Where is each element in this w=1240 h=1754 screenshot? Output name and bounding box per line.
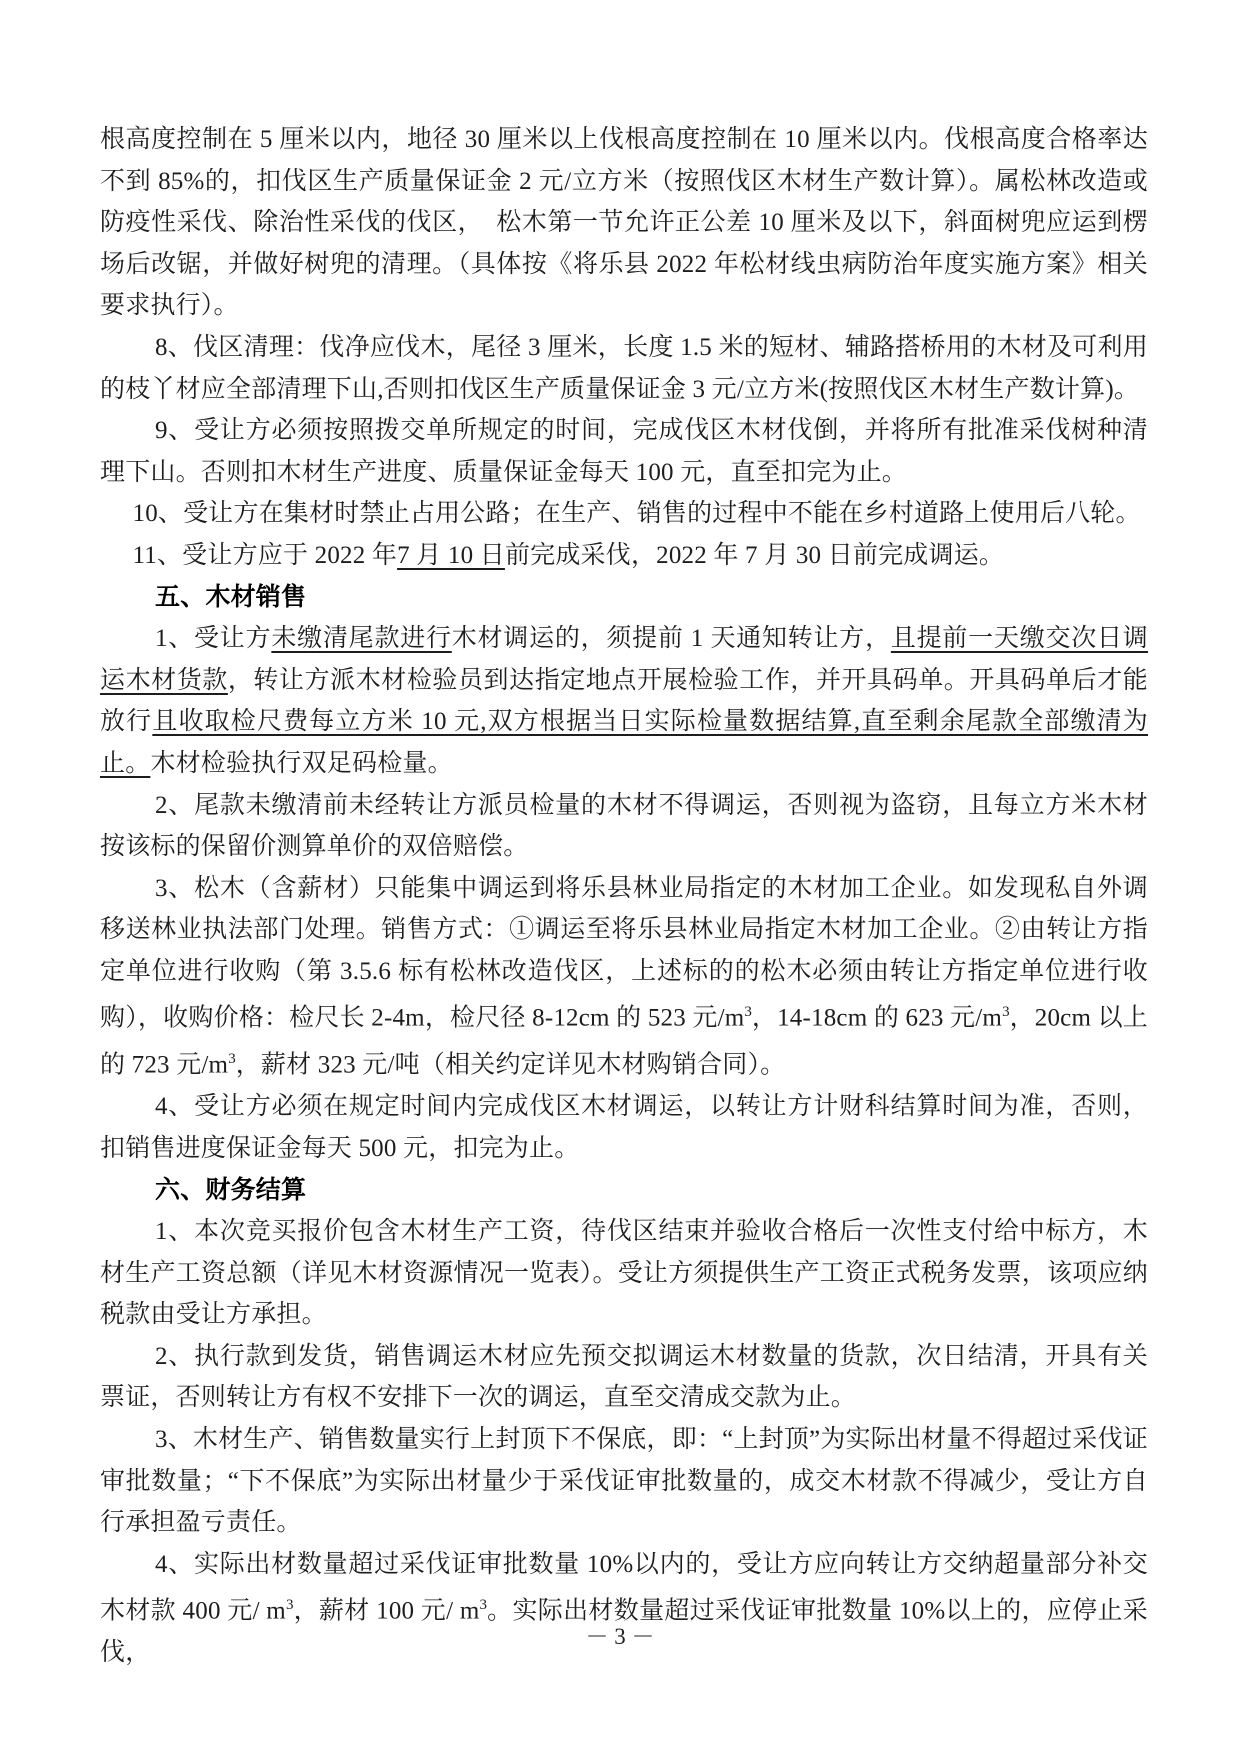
text-run: 五、木材销售 [155,582,307,611]
underlined-text-run: 且收取检尺费每立方米 10 元,双方根据当日实际检量数据结算,直至剩余尾款全部缴清为止。 [100,708,1148,777]
underlined-text-run: 7 月 10 日 [397,541,505,569]
text-run: ，20cm 以上的 723 元/m [100,1004,1148,1079]
superscript-run: 3 [285,1597,294,1614]
item-6-1-production-wages [100,1211,1148,1336]
underlined-text-run: 未缴清尾款进行 [271,625,452,653]
text-run: 10、受让方在集材时禁止占用公路；在生产、销售的过程中不能在乡村道路上使用后八轮。 [132,500,1141,528]
text-run: 。实际出材数量超过采伐证审批数量 10%以上的，应停止采伐， [100,1597,1148,1667]
text-run: 2、执行款到发货，销售调运木材应先预交拟调运木材数量的货款，次日结清，开具有关票证，否则转让方有权不安排下一次的调运，直至交清成交款为止。 [100,1342,1148,1412]
item-9-felling-schedule [100,410,1148,493]
text-run: ，薪材 100 元/ m [293,1597,480,1625]
text-run: 9、受让方必须按照拨交单所规定的时间，完成伐区木材伐倒，并将所有批准采伐树种清理下山。否则扣木材生产进度、质量保证金每天 100 元，直至扣完为止。 [100,417,1148,486]
text-run: 3、木材生产、销售数量实行上封顶下不保底，即：“上封顶”为实际出材量不得超过采伐证审批数量；“下不保底”为实际出材量少于采伐证审批数量的，成交木材款不得减少，受让方自行承担盈亏责任。 [100,1426,1148,1537]
text-run: ，转让方派木材检验员到达指定地点开展检验工作，并开具码单。开具码单后才能放行 [100,666,1148,736]
text-run: 3、松木（含薪材）只能集中调运到将乐县林业局指定的木材加工企业。如发现私自外调移送林业执法部门处理。销售方式：①调运至将乐县林业局指定木材加工企业。②由转让方指定单位进行收购（第 3.5.6 标有松林改造伐区，上述标的的松木必须由转让方指定单位进行收购），收购价格：检尺长 2-4m，检尺径 8-12cm 的 523 元/m [100,874,1148,1032]
text-run: 8、伐区清理：伐净应伐木，尾径 3 厘米，长度 1.5 米的短材、辅路搭桥用的木材及可利用的枝丫材应全部清理下山,否则扣伐区生产质量保证金 3 元/立方米(按照伐区木材生产数计算)。 [100,333,1148,403]
item-11-deadlines [100,535,1148,577]
superscript-run: 3 [479,1597,487,1614]
item-10-road-use [100,493,1148,535]
text-run: 11、受让方应于 2022 年 [132,541,398,569]
document-body [100,119,1148,1674]
text-run: ，薪材 323 元/吨（相关约定详见木材购销合同）。 [235,1051,786,1079]
item-5-4-transport-deadline [100,1086,1148,1169]
text-run: 4、受让方必须在规定时间内完成伐区木材调运，以转让方计财科结算时间为准，否则，扣销售进度保证金每天 500 元，扣完为止。 [100,1093,1148,1162]
superscript-run: 3 [1002,1004,1010,1021]
superscript-run: 3 [228,1051,236,1068]
text-run: 木材调运的，须提前 1 天通知转让方， [451,625,891,653]
underlined-text-run: 且提前一天缴交次日调运木材货款 [100,625,1148,694]
heading-section-6-financial-settlement [100,1170,1148,1212]
heading-section-5-timber-sales [100,577,1148,619]
item-5-1-payment-before-transport [100,618,1148,784]
text-run: 4、实际出材数量超过采伐证审批数量 10%以内的，受让方应向转让方交纳超量部分补交木材款 400 元/ m [100,1550,1148,1625]
page-number: － 3 － [585,1624,655,1649]
text-run: ，14-18cm 的 623 元/m [751,1004,1003,1032]
item-5-3-pine-sales [100,868,1148,1087]
item-8-site-clearing [100,327,1148,410]
para-stump-height-continued [100,119,1148,327]
text-run: 木材检验执行双足码检量。 [150,749,453,777]
item-5-2-unpaid-timber [100,785,1148,868]
item-6-2-payment-before-delivery [100,1336,1148,1419]
text-run: 1、受让方 [155,625,272,653]
text-run: 六、财务结算 [155,1175,307,1204]
text-run: 根高度控制在 5 厘米以内，地径 30 厘米以上伐根高度控制在 10 厘米以内。伐根高度合格率达不到 85%的，扣伐区生产质量保证金 2 元/立方米（按照伐区木材生产数计算）。属松林改造或防疫性采伐、除治性采伐的伐区， 松木第一节允许正公差 10 厘米及以下，斜面树兜应运到楞场后改锯，并做好树兜的清理。（具体按《将乐县 2022 年松材线虫病防治年度实施方案》相关要求执行）。 [100,126,1148,320]
text-run: 前完成采伐，2022 年 7 月 30 日前完成调运。 [504,541,1005,569]
item-6-3-quantity-cap [100,1419,1148,1544]
superscript-run: 3 [744,1004,752,1021]
text-run: 2、尾款未缴清前未经转让方派员检量的木材不得调运，否则视为盗窃，且每立方米木材按该标的保留价测算单价的双倍赔偿。 [100,791,1148,861]
item-6-4-excess-output [100,1544,1148,1674]
text-run: 1、本次竞买报价包含木材生产工资，待伐区结束并验收合格后一次性支付给中标方，木材生产工资总额（详见木材资源情况一览表）。受让方须提供生产工资正式税务发票，该项应纳税款由受让方承担。 [100,1218,1148,1329]
